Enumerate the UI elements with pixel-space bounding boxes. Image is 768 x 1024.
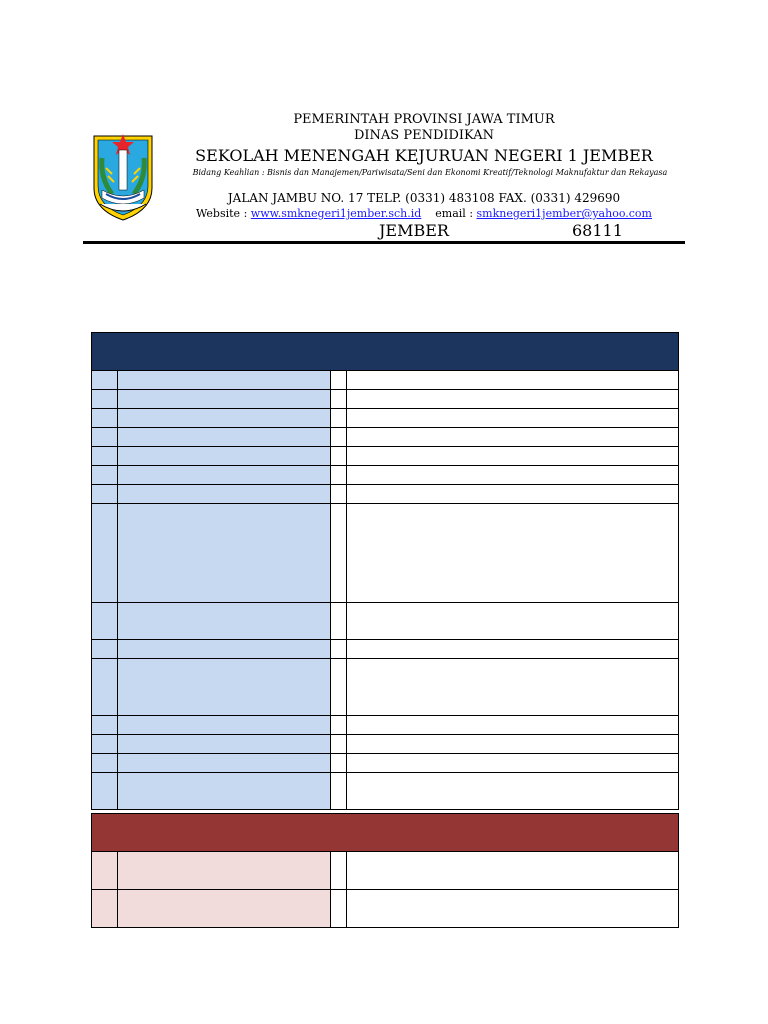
website-label: Website : — [196, 207, 251, 220]
table-cell-c1 — [118, 716, 331, 735]
school-name: SEKOLAH MENENGAH KEJURUAN NEGERI 1 JEMBER — [195, 146, 653, 165]
table-cell-c2 — [331, 659, 347, 716]
table-row — [92, 852, 679, 890]
table-row — [92, 890, 679, 928]
table-cell-c3 — [347, 773, 679, 810]
table-cell-c0 — [92, 409, 118, 428]
table-row — [92, 603, 679, 640]
table-row — [92, 773, 679, 810]
table-row — [92, 504, 679, 603]
table-cell-c2 — [331, 640, 347, 659]
table-cell-c2 — [331, 773, 347, 810]
table-cell-c3 — [347, 754, 679, 773]
table-cell-c3 — [347, 504, 679, 603]
table-cell-c1 — [118, 603, 331, 640]
table-cell-c1 — [118, 371, 331, 390]
table-cell-c1 — [118, 640, 331, 659]
table-cell-c3 — [347, 735, 679, 754]
table-cell-c0 — [92, 640, 118, 659]
red-table-header — [92, 814, 679, 852]
table-cell-c0 — [92, 603, 118, 640]
table-cell-c0 — [92, 735, 118, 754]
table-cell-c3 — [347, 428, 679, 447]
table-cell-c0 — [92, 504, 118, 603]
table-cell-c2 — [331, 447, 347, 466]
table-row — [92, 659, 679, 716]
table-cell-c0 — [92, 659, 118, 716]
fields-line: Bidang Keahlian : Bisnis dan Manajemen/Pariwisata/Seni dan Ekonomi Kreatif/Teknologi Maknufaktur dan Rekayasa — [192, 168, 668, 177]
table-cell-c2 — [331, 466, 347, 485]
table-cell-c3 — [347, 603, 679, 640]
table-cell-c1 — [118, 409, 331, 428]
table-cell-c0 — [92, 428, 118, 447]
table-cell-c0 — [92, 754, 118, 773]
table-cell-c3 — [347, 371, 679, 390]
table-row — [92, 390, 679, 409]
table-cell-c1 — [118, 773, 331, 810]
table-cell-c0 — [92, 390, 118, 409]
table-cell-c3 — [347, 485, 679, 504]
table-cell-c0 — [92, 773, 118, 810]
table-cell-c0 — [92, 447, 118, 466]
table-cell-c1 — [118, 659, 331, 716]
table-cell-c1 — [118, 447, 331, 466]
department-line: DINAS PENDIDIKAN — [353, 128, 495, 143]
header-rule — [83, 241, 685, 244]
table-row — [92, 485, 679, 504]
table-cell-c3 — [347, 659, 679, 716]
city-name: JEMBER — [379, 221, 449, 240]
table-cell-c1 — [118, 754, 331, 773]
table-cell-c3 — [347, 852, 679, 890]
table-cell-c2 — [331, 716, 347, 735]
table-cell-c1 — [118, 466, 331, 485]
table-cell-c2 — [331, 504, 347, 603]
table-cell-c0 — [92, 371, 118, 390]
table-cell-c3 — [347, 447, 679, 466]
table-row — [92, 735, 679, 754]
table-cell-c3 — [347, 409, 679, 428]
table-row — [92, 447, 679, 466]
table-cell-c1 — [118, 735, 331, 754]
table-cell-c1 — [118, 485, 331, 504]
table-cell-c1 — [118, 890, 331, 928]
table-cell-c3 — [347, 890, 679, 928]
table-cell-c2 — [331, 890, 347, 928]
table-cell-c3 — [347, 390, 679, 409]
table-cell-c2 — [331, 428, 347, 447]
table-row — [92, 428, 679, 447]
table-cell-c1 — [118, 428, 331, 447]
table-cell-c3 — [347, 640, 679, 659]
table-cell-c2 — [331, 603, 347, 640]
blue-form-table — [91, 332, 679, 810]
table-cell-c3 — [347, 466, 679, 485]
government-line: PEMERINTAH PROVINSI JAWA TIMUR — [293, 112, 555, 127]
table-row — [92, 466, 679, 485]
table-cell-c1 — [118, 390, 331, 409]
table-cell-c0 — [92, 716, 118, 735]
contact-line — [40, 207, 768, 220]
table-row — [92, 371, 679, 390]
table-cell-c2 — [331, 371, 347, 390]
red-form-table — [91, 813, 679, 928]
table-cell-c1 — [118, 852, 331, 890]
table-cell-c2 — [331, 852, 347, 890]
table-row — [92, 409, 679, 428]
table-row — [92, 716, 679, 735]
address-line: JALAN JAMBU NO. 17 TELP. (0331) 483108 FAX. (0331) 429690 — [227, 191, 621, 205]
table-cell-c2 — [331, 409, 347, 428]
table-cell-c2 — [331, 485, 347, 504]
postcode: 68111 — [572, 221, 623, 240]
table-cell-c1 — [118, 504, 331, 603]
table-row — [92, 640, 679, 659]
table-row — [92, 754, 679, 773]
table-cell-c0 — [92, 852, 118, 890]
blue-table-header — [92, 333, 679, 371]
website-link[interactable]: www.smknegeri1jember.sch.id — [250, 207, 422, 220]
email-link[interactable]: smknegeri1jember@yahoo.com — [476, 207, 652, 220]
table-cell-c2 — [331, 390, 347, 409]
table-cell-c2 — [331, 735, 347, 754]
email-label: email : — [435, 207, 477, 220]
table-cell-c3 — [347, 716, 679, 735]
table-cell-c0 — [92, 890, 118, 928]
table-cell-c0 — [92, 466, 118, 485]
table-cell-c0 — [92, 485, 118, 504]
table-cell-c2 — [331, 754, 347, 773]
